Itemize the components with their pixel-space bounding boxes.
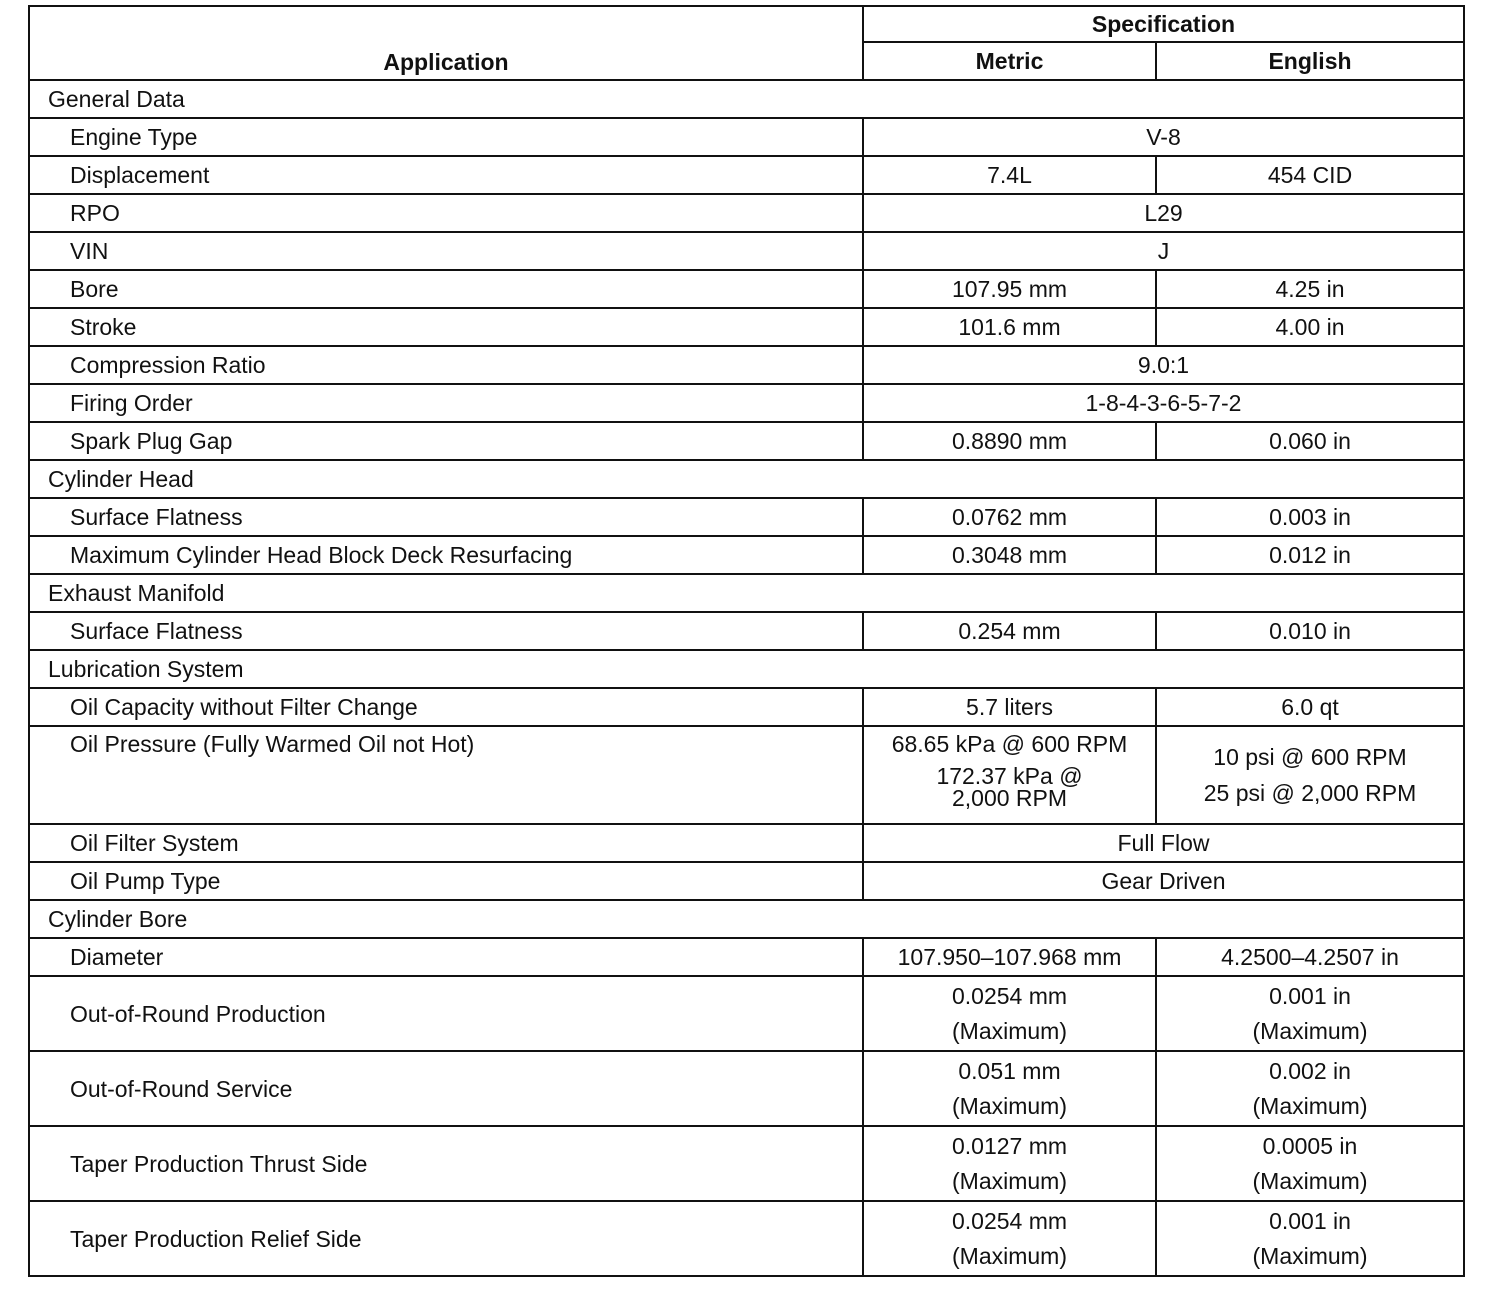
table-row <box>29 232 1464 270</box>
metric-spark-plug-gap: 0.8890 mm <box>863 422 1156 460</box>
english-taper-thrust-value: 0.0005 in <box>1262 1132 1358 1159</box>
column-header-english: English <box>1156 42 1464 80</box>
english-oor-service <box>1156 1051 1464 1126</box>
table-row <box>29 726 1464 824</box>
english-taper-thrust-note: (Maximum) <box>1252 1167 1368 1194</box>
metric-oor-production-value: 0.0254 mm <box>951 982 1068 1009</box>
table-row <box>29 270 1464 308</box>
table-row <box>29 976 1464 1051</box>
table-row <box>29 688 1464 726</box>
table-row <box>29 536 1464 574</box>
english-stroke: 4.00 in <box>1156 308 1464 346</box>
english-taper-thrust <box>1156 1126 1464 1201</box>
column-header-metric: Metric <box>863 42 1156 80</box>
table-row <box>29 384 1464 422</box>
section-title-cylinder-bore: Cylinder Bore <box>29 900 1464 938</box>
english-head-surface-flatness: 0.003 in <box>1156 498 1464 536</box>
english-oor-service-value: 0.002 in <box>1269 1057 1351 1084</box>
table-row <box>29 824 1464 862</box>
metric-oor-service-note: (Maximum) <box>952 1092 1067 1119</box>
metric-oil-capacity: 5.7 liters <box>863 688 1156 726</box>
table-row <box>29 1051 1464 1126</box>
table-row <box>29 156 1464 194</box>
row-label-stroke: Stroke <box>29 308 863 346</box>
row-label-displacement: Displacement <box>29 156 863 194</box>
table-row <box>29 1201 1464 1276</box>
row-label-diameter: Diameter <box>29 938 863 976</box>
section-row <box>29 80 1464 118</box>
metric-stroke: 101.6 mm <box>863 308 1156 346</box>
header-row-top <box>29 6 1464 42</box>
section-row <box>29 460 1464 498</box>
table-row <box>29 938 1464 976</box>
english-oor-production-note: (Maximum) <box>1252 1017 1368 1044</box>
value-firing-order: 1-8-4-3-6-5-7-2 <box>863 384 1464 422</box>
section-title-cylinder-head: Cylinder Head <box>29 460 1464 498</box>
table-row <box>29 118 1464 156</box>
row-label-firing-order: Firing Order <box>29 384 863 422</box>
metric-oil-pressure-high-a: 172.37 kPa @ <box>936 763 1083 789</box>
section-row <box>29 574 1464 612</box>
row-label-oil-capacity: Oil Capacity without Filter Change <box>29 688 863 726</box>
english-spark-plug-gap: 0.060 in <box>1156 422 1464 460</box>
metric-oil-pressure <box>863 726 1156 824</box>
metric-bore: 107.95 mm <box>863 270 1156 308</box>
metric-diameter: 107.950–107.968 mm <box>863 938 1156 976</box>
english-diameter: 4.2500–4.2507 in <box>1156 938 1464 976</box>
english-oil-pressure-high: 25 psi @ 2,000 RPM <box>1203 780 1417 806</box>
value-rpo: L29 <box>863 194 1464 232</box>
metric-taper-relief-value: 0.0254 mm <box>951 1207 1068 1234</box>
column-header-application: Application <box>29 6 863 80</box>
english-bore: 4.25 in <box>1156 270 1464 308</box>
english-deck-resurfacing: 0.012 in <box>1156 536 1464 574</box>
value-engine-type: V-8 <box>863 118 1464 156</box>
metric-taper-relief <box>863 1201 1156 1276</box>
value-vin: J <box>863 232 1464 270</box>
section-title-general-data: General Data <box>29 80 1464 118</box>
row-label-oor-production: Out-of-Round Production <box>29 976 863 1051</box>
metric-head-surface-flatness: 0.0762 mm <box>863 498 1156 536</box>
row-label-bore: Bore <box>29 270 863 308</box>
row-label-oor-service: Out-of-Round Service <box>29 1051 863 1126</box>
table-row <box>29 498 1464 536</box>
row-label-taper-relief: Taper Production Relief Side <box>29 1201 863 1276</box>
english-taper-relief <box>1156 1201 1464 1276</box>
english-oor-production <box>1156 976 1464 1051</box>
english-displacement: 454 CID <box>1156 156 1464 194</box>
metric-taper-thrust-value: 0.0127 mm <box>951 1132 1068 1159</box>
row-label-rpo: RPO <box>29 194 863 232</box>
table-row <box>29 194 1464 232</box>
metric-displacement: 7.4L <box>863 156 1156 194</box>
metric-oil-pressure-idle: 68.65 kPa @ 600 RPM <box>891 731 1128 757</box>
value-compression-ratio: 9.0:1 <box>863 346 1464 384</box>
row-label-compression-ratio: Compression Ratio <box>29 346 863 384</box>
value-oil-pump-type: Gear Driven <box>863 862 1464 900</box>
row-label-vin: VIN <box>29 232 863 270</box>
row-label-oil-pressure: Oil Pressure (Fully Warmed Oil not Hot) <box>29 726 863 824</box>
metric-taper-relief-note: (Maximum) <box>952 1242 1067 1269</box>
metric-oor-production <box>863 976 1156 1051</box>
table-row <box>29 1126 1464 1201</box>
metric-oor-service <box>863 1051 1156 1126</box>
value-oil-filter-system: Full Flow <box>863 824 1464 862</box>
row-label-head-surface-flatness: Surface Flatness <box>29 498 863 536</box>
english-oil-pressure <box>1156 726 1464 824</box>
english-oor-service-note: (Maximum) <box>1252 1092 1368 1119</box>
metric-oor-production-note: (Maximum) <box>952 1017 1067 1044</box>
table-row <box>29 862 1464 900</box>
metric-oor-service-value: 0.051 mm <box>958 1057 1061 1084</box>
row-label-spark-plug-gap: Spark Plug Gap <box>29 422 863 460</box>
table-row <box>29 308 1464 346</box>
english-oil-pressure-idle: 10 psi @ 600 RPM <box>1213 744 1407 770</box>
english-taper-relief-note: (Maximum) <box>1252 1242 1368 1269</box>
row-label-oil-pump-type: Oil Pump Type <box>29 862 863 900</box>
table-row <box>29 612 1464 650</box>
row-label-manifold-surface-flatness: Surface Flatness <box>29 612 863 650</box>
section-row <box>29 900 1464 938</box>
metric-deck-resurfacing: 0.3048 mm <box>863 536 1156 574</box>
metric-oil-pressure-high-b: 2,000 RPM <box>951 785 1068 811</box>
metric-taper-thrust-note: (Maximum) <box>952 1167 1067 1194</box>
section-row <box>29 650 1464 688</box>
row-label-deck-resurfacing: Maximum Cylinder Head Block Deck Resurfacing <box>29 536 863 574</box>
metric-manifold-surface-flatness: 0.254 mm <box>863 612 1156 650</box>
section-title-exhaust-manifold: Exhaust Manifold <box>29 574 1464 612</box>
table-row <box>29 422 1464 460</box>
row-label-taper-thrust: Taper Production Thrust Side <box>29 1126 863 1201</box>
english-oor-production-value: 0.001 in <box>1269 982 1351 1009</box>
column-header-specification: Specification <box>863 6 1464 42</box>
metric-taper-thrust <box>863 1126 1156 1201</box>
table-row <box>29 346 1464 384</box>
english-oil-capacity: 6.0 qt <box>1156 688 1464 726</box>
english-manifold-surface-flatness: 0.010 in <box>1156 612 1464 650</box>
row-label-oil-filter-system: Oil Filter System <box>29 824 863 862</box>
section-title-lubrication-system: Lubrication System <box>29 650 1464 688</box>
row-label-engine-type: Engine Type <box>29 118 863 156</box>
engine-specification-table <box>28 5 1465 1277</box>
english-taper-relief-value: 0.001 in <box>1269 1207 1351 1234</box>
